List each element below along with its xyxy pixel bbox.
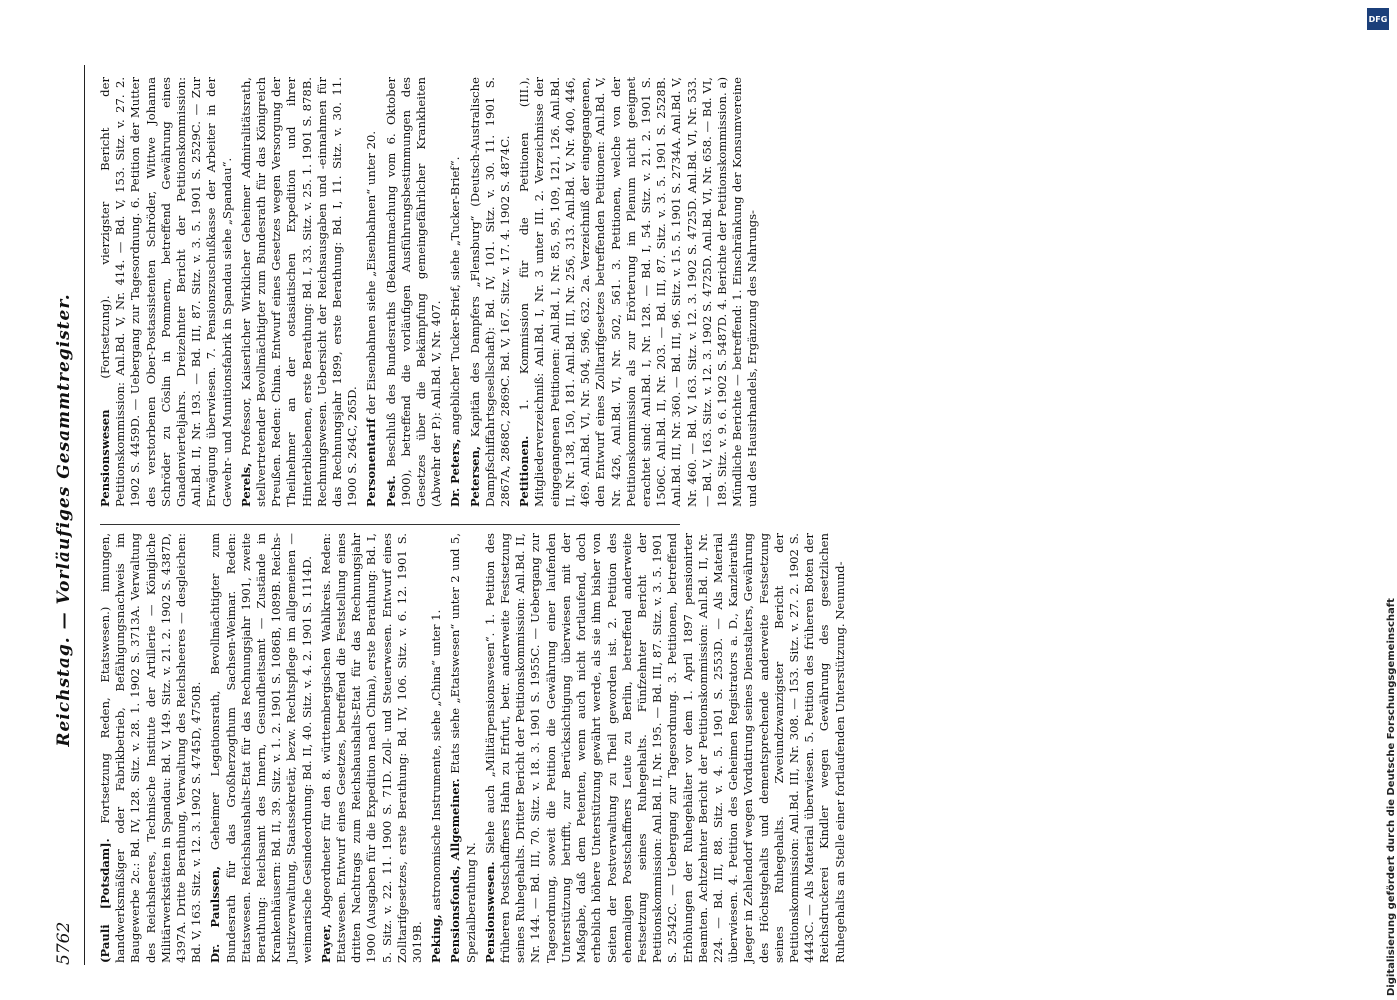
entry-text: 1. Kommission für die Petitionen (III.), Mitgliederverzeichniß: Anl.Bd. I, Nr. 3 unter III. 2. Verzeichnisse der eingegangenen Petitionen: Anl.Bd. I, Nr. 85, 95, 109, 121, 126. Anl.Bd. II, Nr. 138, 150, 181. Anl.Bd. III, Nr. 256, 313. Anl.Bd. V, Nr. 400, 446, 469. Anl.Bd. VI, Nr. 504, 596, 632. 2a. Verzeichniß der eingegangenen, den Entwurf eines Zolltarifgesetzes betreffenden Petitionen: Anl.Bd. V, Nr. 426, Anl.Bd. VI, Nr. 502, 561. 3. Petitionen, welche von der Petitionskommission als zur Erörterung im Plenum nicht geeignet erachtet sind: Anl.Bd. I, Nr. 128. — Bd. I, 54. Sitz. v. 21. 2. 1901 S. 1506C. Anl.Bd. II, Nr. 203. — Bd. III, 87. Sitz. v. 3. 5. 1901 S. 2528B. Anl.Bd. III, Nr. 360. — Bd. III, 96. Sitz. v. 15. 5. 1901 S. 2734A. Anl.Bd. V, Nr. 460. — Bd. V, 163. Sitz. v. 12. 3. 1902 S. 4725D. Anl.Bd. VI, Nr. 533. — Bd. V, 163. Sitz. v. 12. 3. 1902 S. 4725D. Anl.Bd. VI, Nr. 658. — Bd. VI, 189. Sitz. v. 9. 6. 1902 S. 5487D. 4. Berichte der Petitionskommission. a) Mündliche Berichte — betreffend: 1. Einschränkung der Konsumvereine und des Hausirhandels, Ergänzung des Nahrungs- [517, 77, 760, 507]
index-entry [208, 533, 314, 963]
index-entry [448, 77, 463, 507]
entry-text: Professor, Kaiserlicher Wirklicher Geheimer Admiralitätsrath, stellvertretender Bevollmächtigter zum Bundesrath für das Königreich Preußen. Reden: China. Entwurf eines Gesetzes wegen Versorgung der Theilnehmer an der ostasiatischen Expedition und ihrer Hinterbliebenen, erste Berathung: Bd. I, 33. Sitz. v. 25. 1. 1901 S. 878B. Rechnungswesen. Uebersicht der Reichsausgaben und -einnahmen für das Rechnungsjahr 1899, erste Berathung: Bd. I, 11. Sitz. v. 30. 11. 1900 S. 264C, 265D. [238, 77, 360, 507]
index-entry [429, 533, 444, 963]
entry-headword: Pensionswesen [98, 409, 112, 507]
credit-sidebar [1362, 6, 1397, 996]
left-column [98, 533, 852, 963]
entry-text: angeblicher Tucker-Brief, siehe „Tucker-Brief“. [448, 156, 463, 439]
index-entry [384, 77, 445, 507]
rotated-content [44, 55, 1354, 985]
index-entry [319, 533, 425, 963]
entry-headword: Pensionswesen. [482, 861, 497, 963]
entry-text: astronomische Instrumente, siehe „China“ unter 1. [429, 609, 444, 915]
index-entry [98, 533, 204, 963]
running-head: Reichstag. — Vorläufiges Gesammtregister. [54, 293, 74, 747]
entry-headword: Payer, [318, 923, 333, 963]
index-entry [364, 77, 379, 507]
entry-headword: Petersen, [467, 446, 482, 507]
index-entry [239, 77, 361, 507]
entry-headword: Personentarif [364, 418, 379, 507]
index-entry [483, 533, 848, 963]
index-entry [448, 533, 478, 963]
entry-headword: Petitionen. [517, 435, 532, 507]
page-number: 5762 [54, 921, 74, 965]
entry-text: Beschluß des Bundesraths (Bekanntmachung vom 6. Oktober 1900), betreffend die vorläufigen Ausführungsbestimmungen des Gesetzes über die Bekämpfung gemeingefährlicher Krankheiten (Abwehr der P.): Anl.Bd. V, Nr. 407. [383, 77, 444, 507]
right-column [98, 77, 765, 507]
entry-headword: Peking, [429, 914, 444, 963]
entry-headword: Pest. [383, 475, 398, 507]
column-divider [100, 524, 680, 525]
entry-headword: (Pauli [Potsdam]. [98, 838, 112, 963]
entry-headword: Perels, [238, 462, 253, 507]
entry-text: Abgeordneter für den 8. württembergischen Wahlkreis. Reden: Etatswesen. Entwurf eines Gesetzes, betreffend die Feststellung eines dritten Nachtrags zum Reichshaushalts-Etat für das Rechnungsjahr 1900 (Ausgaben für die Expedition nach China), erste Berathung: Bd. I, 5. Sitz. v. 22. 11. 1900 S. 71D. Zoll- und Steuerwesen. Entwurf eines Zolltarifgesetzes, erste Berathung: Bd. IV, 106. Sitz. v. 6. 12. 1901 S. 3019B. [318, 533, 425, 963]
entry-text: (Fortsetzung). vierzigster Bericht der Petitionskommission: Anl.Bd. V, Nr. 414. — Bd. V, 153. Sitz. v. 27. 2. 1902 S. 4459D. — Uebergang zur Tagesordnung. 6. Petition der Mutter des verstorbenen Ober-Postassistenten Schröder, Wittwe Johanna Schröder zu Cöslin in Pommern, betreffend Gewährung eines Gnadenvierteljahrs. Dreizehnter Bericht der Petitionskommission: Anl.Bd. II, Nr. 193. — Bd. III, 87. Sitz. v. 3. 5. 1901 S. 2529C. — Zur Erwägung überwiesen. 7. Pensionszuschußkasse der Arbeiter in der Gewehr- und Munitionsfabrik in Spandau siehe „Spandau“. [98, 77, 234, 507]
page-header [44, 55, 84, 985]
entry-text: Geheimer Legationsrath, Bevollmächtigter zum Bundesrath für das Großherzogthum Sachsen-Weimar. Reden: Etatswesen. Reichshaushalts-Etat für das Rechnungsjahr 1901, zweite Berathung: Reichsamt des Innern, Gesundheitsamt — Zustände in Krankenhäusern: Bd. II, 39. Sitz. v. 1. 2. 1901 S. 1086B, 1089B. Reichs-Justizverwaltung, Staatssekretär, bezw. Rechtspflege im allgemeinen — weimarische Gesindeordnung: Bd. II, 40. Sitz. v. 4. 2. 1901 S. 1114D. [208, 533, 314, 963]
index-entry [98, 77, 235, 507]
entry-text: Siehe auch „Militärpensionswesen“. 1. Petition des früheren Postschaffners Hahn zu Erfurt, betr. anderweite Festsetzung seines Ruhegehalts. Dritter Bericht der Petitionskommission: Anl.Bd. II, Nr. 144. — Bd. III, 70. Sitz. v. 18. 3. 1901 S. 1955C. — Uebergang zur Tagesordnung, soweit die Petition die Gewährung einer laufenden Unterstützung betrifft, zur Berücksichtigung überwiesen mit der Maßgabe, daß dem Petenten, wenn auch nicht fortlaufend, doch erheblich höhere Unterstützung gewährt werde, als sie ihm bisher von Seiten der Postverwaltung zu Theil geworden ist. 2. Petition des ehemaligen Postschaffners Leute zu Berlin, betreffend anderweite Festsetzung seines Ruhegehalts. Fünfzehnter Bericht der Petitionskommission: Anl.Bd. II, Nr. 195. — Bd. III, 87. Sitz. v. 3. 5. 1901 S. 2542C. — Uebergang zur Tagesordnung. 3. Petitionen, betreffend Erhöhungen der Ruhegehälter vor dem 1. April 1897 pensionirter Beamten. Achtzehnter Bericht der Petitionskommission: Anl.Bd. II, Nr. 224. — Bd. III, 88. Sitz. v. 4. 5. 1901 S. 2553D. — Als Material überwiesen. 4. Petition des Geheimen Registrators a. D., Kanzleiraths Jaeger in Zehlendorf wegen Vordatirung seines Dienstalters, Gewährung des Höchstgehalts und dementsprechende anderweite Festsetzung seines Ruhegehalts. Zweiundzwanzigster Bericht der Petitionskommission: Anl.Bd. III, Nr. 308. — 153. Sitz. v. 27. 2. 1902 S. 4443C. — Als Material überwiesen. 5. Petition des früheren Boten der Reichsdruckerei Kindler wegen Gewährung des gesetzlichen Ruhegehalts an Stelle einer fortlaufenden Unterstützung. Neunund- [482, 533, 847, 963]
entry-text: Kapitän des Dampfers „Flensburg“ (Deutsch-Australische Dampfschiffahrtsgesellschaft): Bd. IV, 101. Sitz. v. 30. 11. 1901 S. 2867A, 2868C, 2869C. Bd. V, 167. Sitz. v. 17. 4. 1902 S. 4874C. [467, 77, 513, 507]
index-entry [468, 77, 514, 507]
dfg-logo: DFG [1367, 8, 1389, 30]
entry-headword: Dr. Paulssen, [208, 865, 223, 963]
entry-text: Etats siehe „Etatswesen“ unter 2 und 5, Spezialberathung N. [448, 533, 478, 963]
entry-headword: Pensionsfonds, Allgemeiner. [448, 778, 463, 963]
entry-headword: Dr. Peters, [448, 438, 463, 507]
header-rule [84, 65, 85, 965]
dfg-credit-text: Digitalisierung gefördert durch die Deutsche Forschungsgemeinschaft [1386, 598, 1397, 996]
entry-text: der Eisenbahnen siehe „Eisenbahnen“ unter 20. [364, 130, 379, 419]
index-entry [517, 77, 760, 507]
entry-text: Fortsetzung Reden, Etatswesen.) innungen, handwerksmäßiger oder Fabrikbetrieb, Befähigungsnachweis im Baugewerbe 2c.: Bd. IV, 128. Sitz. v. 28. 1. 1902 S. 3713A. Verwaltung des Reichsheeres, Technische Institute der Artillerie — Königliche Militärwerkstätten in Spandau: Bd. V, 149. Sitz. v. 21. 2. 1902 S. 4387D, 4397A. Dritte Berathung, Verwaltung des Reichsheeres — desgleichen: Bd. V, 163. Sitz. v. 12. 3. 1902 S. 4745D, 4750B. [98, 532, 204, 963]
